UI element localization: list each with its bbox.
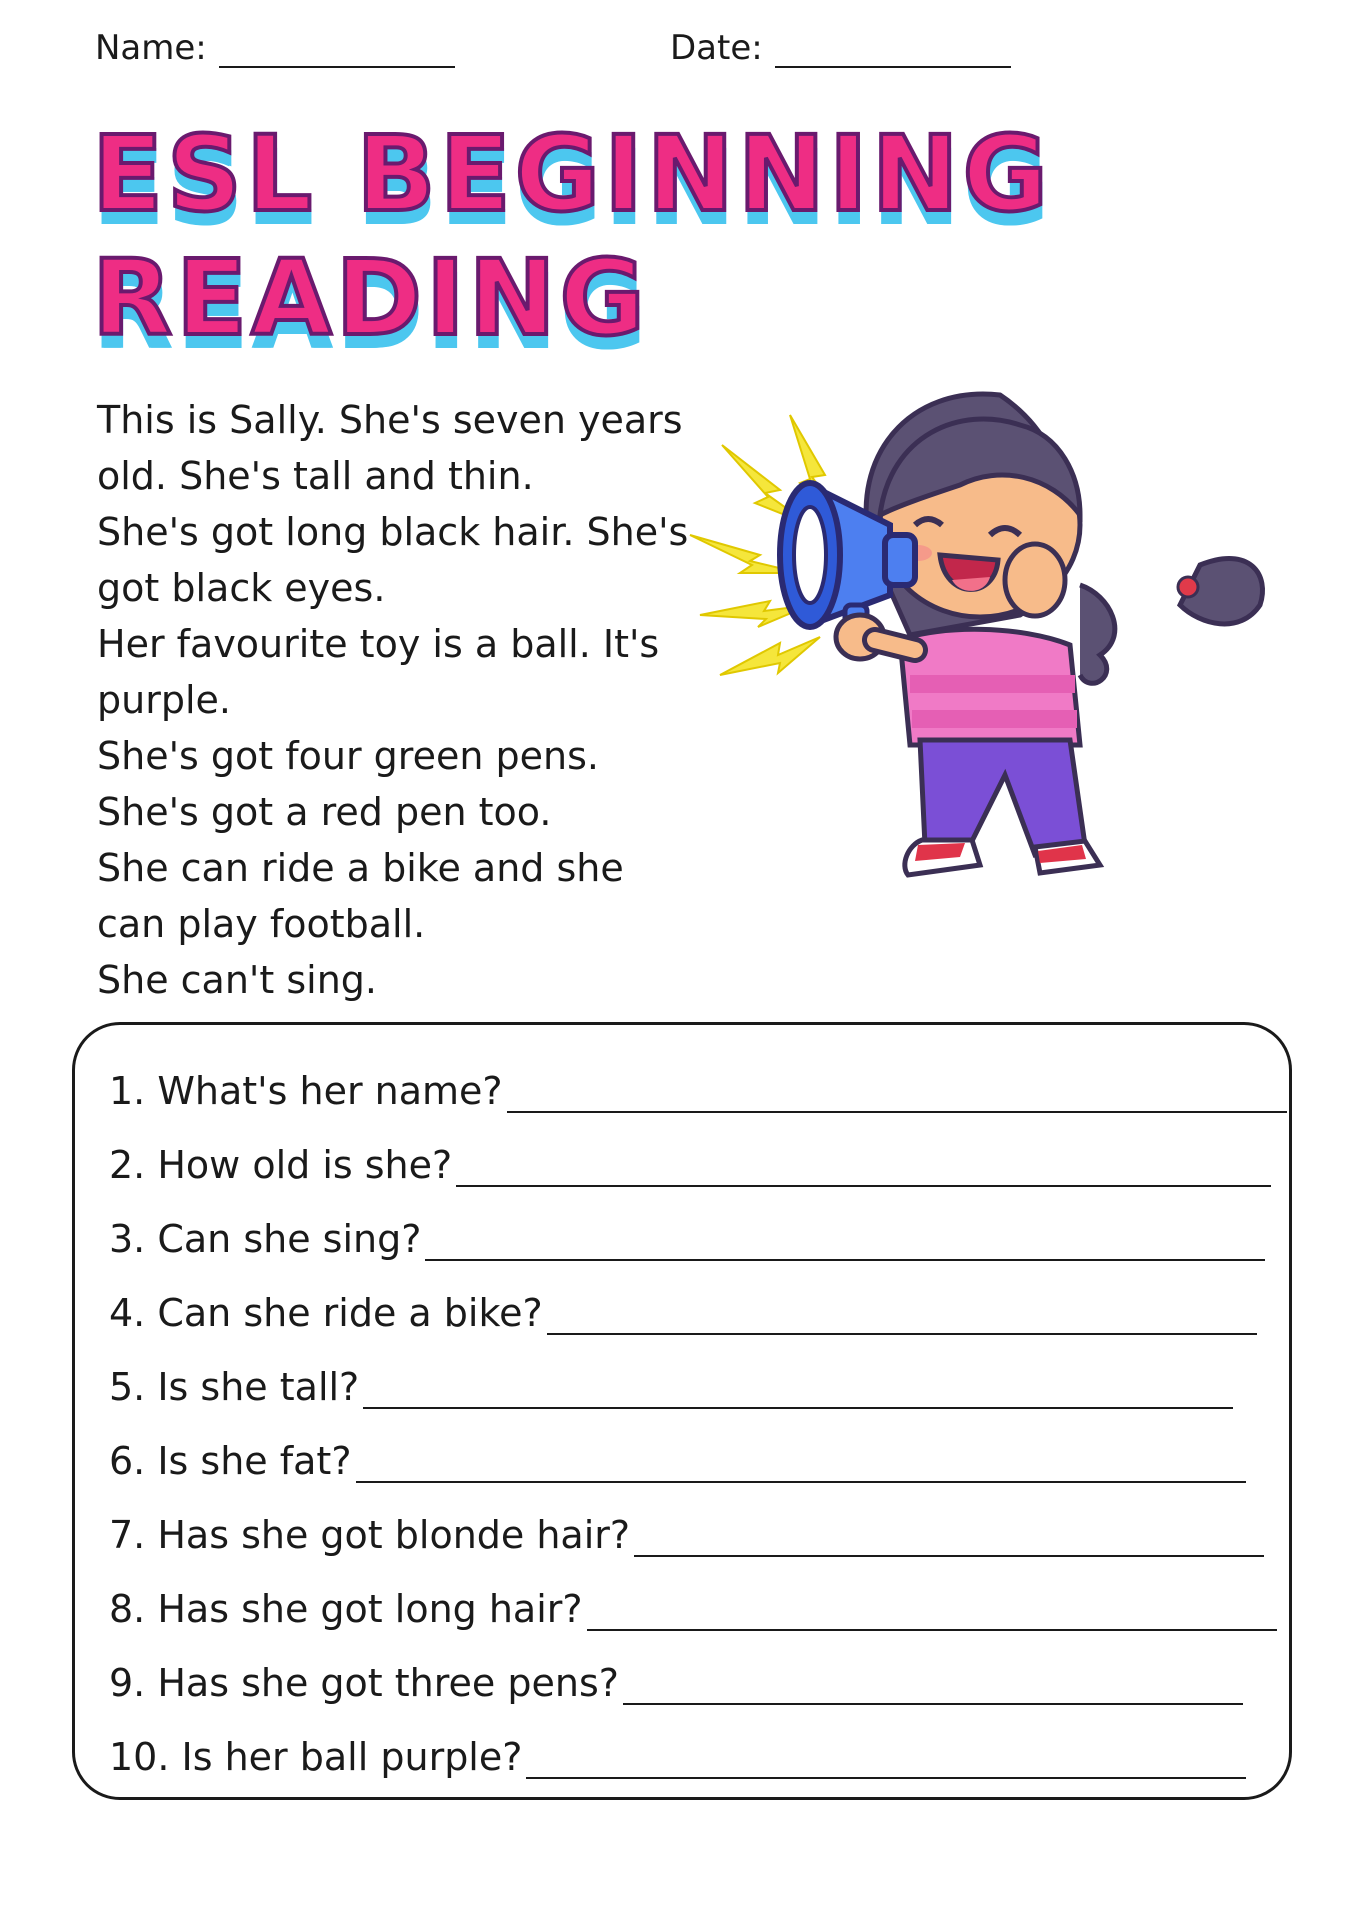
reading-passage <box>97 392 697 1008</box>
question-text: 6. Is she fat? <box>109 1439 352 1483</box>
story-line: This is Sally. She's seven years <box>97 398 683 442</box>
question-item <box>109 1285 1257 1335</box>
question-item <box>109 1137 1271 1187</box>
story-line: can play football. <box>97 902 426 946</box>
question-text: 2. How old is she? <box>109 1143 453 1187</box>
date-label: Date: <box>670 28 763 68</box>
answer-line[interactable] <box>547 1293 1257 1335</box>
date-blank-line[interactable] <box>775 30 1011 68</box>
answer-line[interactable] <box>526 1737 1246 1779</box>
answer-line[interactable] <box>456 1145 1271 1187</box>
name-label: Name: <box>95 28 207 68</box>
story-line: She's got long black hair. She's <box>97 510 689 554</box>
answer-line[interactable] <box>634 1515 1264 1557</box>
story-line: She can ride a bike and she <box>97 846 624 890</box>
story-line: She's got a red pen too. <box>97 790 552 834</box>
question-text: 1. What's her name? <box>109 1069 503 1113</box>
questions-box <box>72 1022 1292 1800</box>
question-text: 5. Is she tall? <box>109 1365 360 1409</box>
question-text: 4. Can she ride a bike? <box>109 1291 543 1335</box>
answer-line[interactable] <box>363 1367 1233 1409</box>
story-line: got black eyes. <box>97 566 386 610</box>
title-line-1: ESL BEGINNING <box>92 113 1052 235</box>
name-blank-line[interactable] <box>219 30 455 68</box>
question-item <box>109 1729 1246 1779</box>
question-text: 7. Has she got blonde hair? <box>109 1513 631 1557</box>
story-line: Her favourite toy is a ball. It's <box>97 622 660 666</box>
story-line: She can't sing. <box>97 958 377 1002</box>
question-item <box>109 1581 1277 1631</box>
title-line-2: READING <box>92 237 650 359</box>
page-title <box>92 112 1052 360</box>
answer-line[interactable] <box>587 1589 1277 1631</box>
answer-line[interactable] <box>425 1219 1265 1261</box>
question-item <box>109 1507 1264 1557</box>
answer-line[interactable] <box>623 1663 1243 1705</box>
girl-with-megaphone-icon <box>660 375 1300 935</box>
question-text: 3. Can she sing? <box>109 1217 422 1261</box>
question-text: 10. Is her ball purple? <box>109 1735 523 1779</box>
question-item <box>109 1211 1265 1261</box>
story-line: purple. <box>97 678 231 722</box>
question-item <box>109 1655 1243 1705</box>
answer-line[interactable] <box>507 1071 1287 1113</box>
name-field <box>95 28 455 68</box>
question-text: 9. Has she got three pens? <box>109 1661 619 1705</box>
date-field <box>670 28 1011 68</box>
question-item <box>109 1063 1287 1113</box>
question-item <box>109 1433 1246 1483</box>
story-line: She's got four green pens. <box>97 734 599 778</box>
question-item <box>109 1359 1233 1409</box>
story-line: old. She's tall and thin. <box>97 454 534 498</box>
answer-line[interactable] <box>356 1441 1246 1483</box>
question-text: 8. Has she got long hair? <box>109 1587 583 1631</box>
